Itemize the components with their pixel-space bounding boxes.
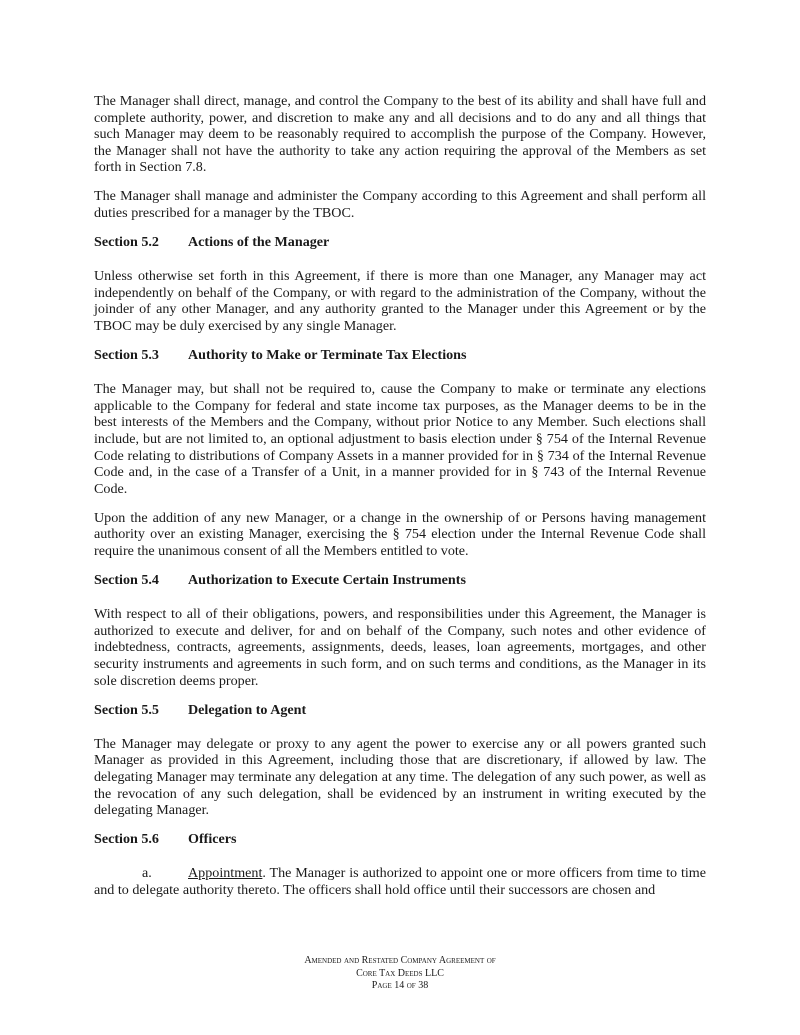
paragraph-manager-duties: The Manager shall manage and administer the Company according to this Agreement and shall perform all duties prescribed for a manager by the TBOC. <box>94 188 706 222</box>
section-5-2-paragraph: Unless otherwise set forth in this Agreement, if there is more than one Manager, any Manager may act independently on behalf of the Company, or with regard to the administration of the Company, without the joinder of any other Manager, and any authority granted to the Manager under this Agreement or by the TBOC may be duly exercised by any single Manager. <box>94 268 706 335</box>
section-title: Actions of the Manager <box>188 234 330 251</box>
paragraph-manager-authority: The Manager shall direct, manage, and control the Company to the best of its ability and shall have full and complete authority, power, and discretion to make any and all decisions and to do any and all things that such Manager may deem to be reasonably required to accomplish the purpose of the Company. However, the Manager shall not have the authority to take any action requiring the approval of the Members as set forth in Section 7.8. <box>94 93 706 176</box>
section-5-6-heading <box>94 831 706 848</box>
footer-agreement-title: Amended and Restated Company Agreement of <box>304 955 496 966</box>
section-title: Delegation to Agent <box>188 701 307 718</box>
section-number: Section 5.6 <box>94 831 159 848</box>
subparagraph-letter: a. <box>142 865 152 882</box>
page-content <box>94 93 706 899</box>
section-5-3-heading <box>94 347 706 364</box>
section-5-3-paragraph-1: The Manager may, but shall not be required to, cause the Company to make or terminate any elections applicable to the Company for federal and state income tax purposes, as the Manager deems to be in the best interests of the Members and the Company, without prior Notice to any Member. Such elections shall include, but are not limited to, an optional adjustment to basis election under § 754 of the Internal Revenue Code relating to distributions of Company Assets in a manner provided for in § 734 of the Internal Revenue Code and, in the case of a Transfer of a Unit, in a manner provided for in § 743 of the Internal Revenue Code. <box>94 381 706 497</box>
section-5-3-paragraph-2: Upon the addition of any new Manager, or a change in the ownership of or Persons having management authority over an existing Manager, exercising the § 754 election under the Internal Revenue Code shall require the unanimous consent of all the Members entitled to vote. <box>94 509 706 560</box>
section-5-4-paragraph: With respect to all of their obligations, powers, and responsibilities under this Agreement, the Manager is authorized to execute and deliver, for and on behalf of the Company, such notes and other evidence of indebtedness, contracts, agreements, assignments, deeds, leases, loan agreements, mortgages, and other security instruments and agreements in such form, and on such terms and conditions, as the Manager in its sole discretion deems proper. <box>94 606 706 689</box>
section-5-4-heading <box>94 572 706 589</box>
section-5-6-subparagraph-a <box>94 865 706 898</box>
section-number: Section 5.3 <box>94 347 159 364</box>
footer-company-name: Core Tax Deeds LLC <box>356 967 444 979</box>
section-title: Officers <box>188 831 237 848</box>
section-number: Section 5.4 <box>94 572 159 589</box>
section-title: Authority to Make or Terminate Tax Elections <box>188 347 467 364</box>
page-footer <box>0 955 800 993</box>
section-5-5-heading <box>94 702 706 719</box>
subparagraph-title: Appointment <box>188 865 263 882</box>
section-5-2-heading <box>94 234 706 251</box>
section-5-5-paragraph: The Manager may delegate or proxy to any agent the power to exercise any or all powers granted such Manager as provided in this Agreement, including those that are discretionary, if allowed by law. The delegating Manager may terminate any delegation at any time. The delegation of any such power, as well as the revocation of any such delegation, shall be evidenced by an instrument in writing executed by the delegating Manager. <box>94 735 706 819</box>
section-title: Authorization to Execute Certain Instruments <box>188 572 466 589</box>
section-number: Section 5.2 <box>94 234 159 251</box>
subparagraph-text: . The Manager is authorized to appoint one or more officers from time to time and to delegate authority thereto. The officers shall hold office until their successors are chosen and <box>94 865 706 898</box>
section-number: Section 5.5 <box>94 701 159 718</box>
footer-page-number: Page 14 of 38 <box>371 980 429 991</box>
